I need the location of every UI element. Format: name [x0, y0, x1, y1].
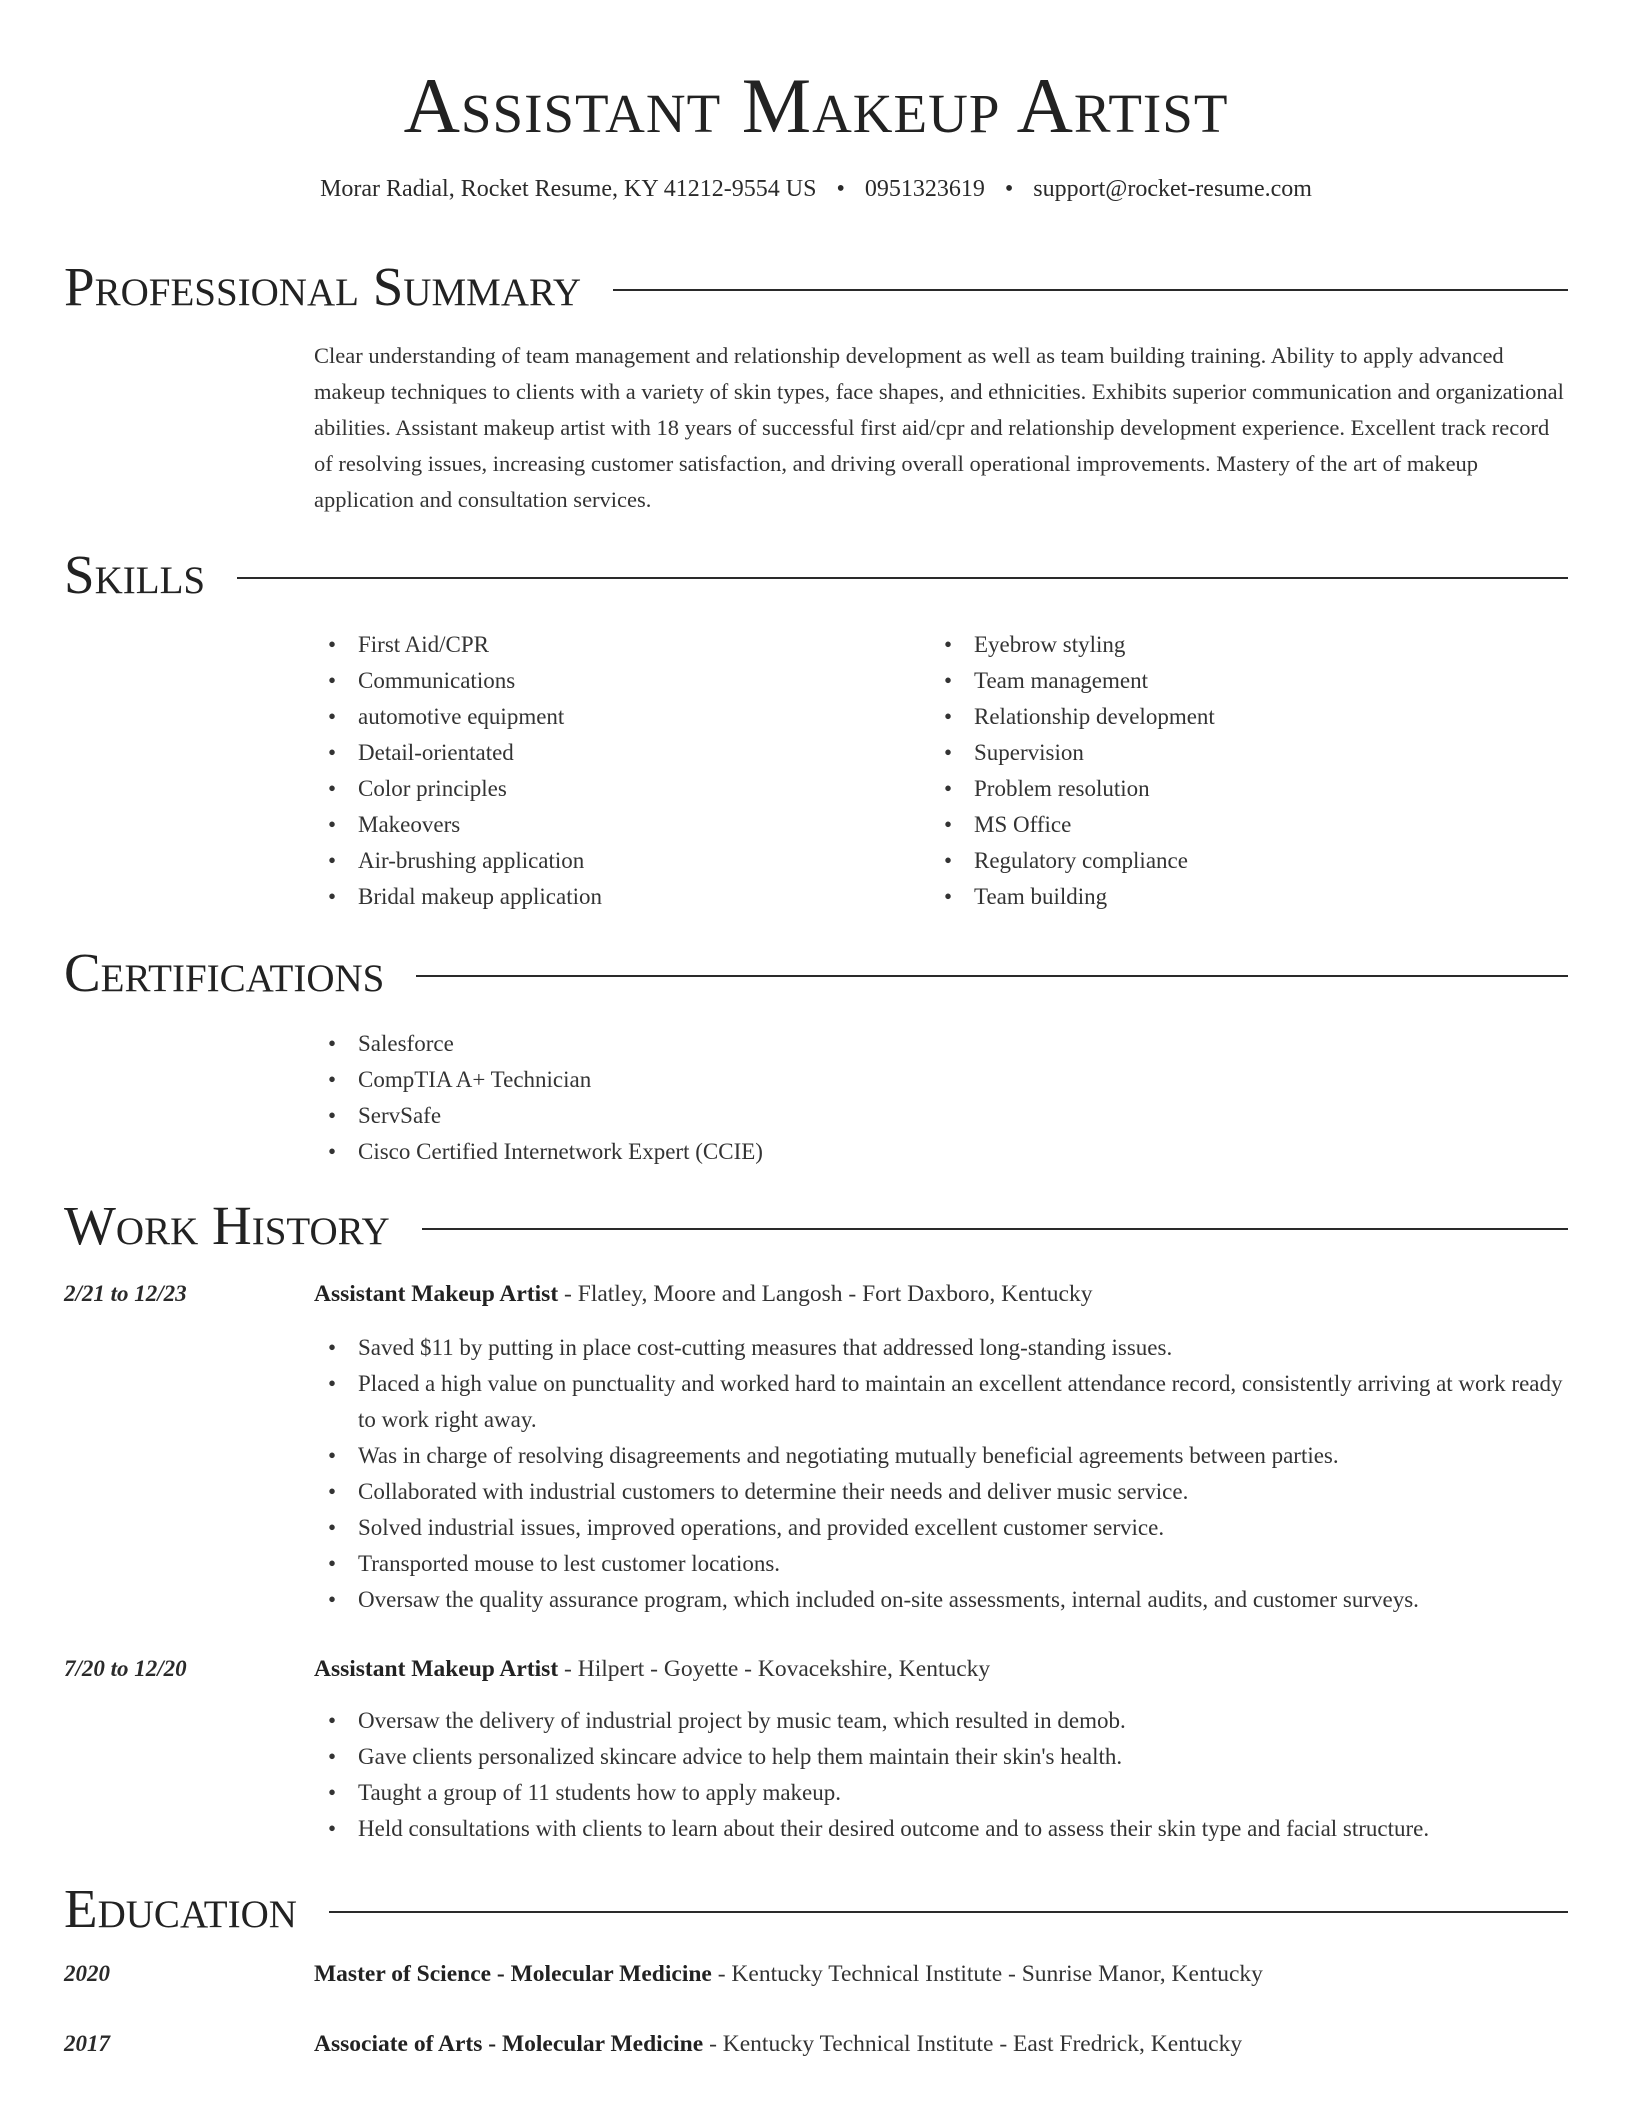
skill-item: • automotive equipment: [314, 699, 874, 735]
job-employer: - Hilpert - Goyette - Kovacekshire, Kentucky: [558, 1656, 991, 1682]
section-divider: [422, 1228, 1568, 1230]
skills-list-right: [930, 627, 1550, 915]
education-line: [314, 1956, 1570, 1992]
job-bullet: • Held consultations with clients to learn about their desired outcome and to assess their skin type and facial structure.: [314, 1811, 1570, 1847]
skill-item: • Color principles: [314, 771, 874, 807]
education-school: - Kentucky Technical Institute - Sunrise Manor, Kentucky: [711, 1961, 1263, 1987]
job-title-line: [314, 1651, 1570, 1687]
skill-item: • MS Office: [930, 807, 1550, 843]
work-title: Work History: [64, 1195, 390, 1256]
education-section-heading: [64, 1876, 1568, 1942]
skill-item: • Problem resolution: [930, 771, 1550, 807]
certification-item: • Salesforce: [314, 1026, 1314, 1062]
contact-phone: 0951323619: [864, 176, 985, 202]
contact-separator: •: [836, 176, 845, 202]
job-dates: 7/20 to 12/20: [64, 1656, 187, 1681]
job-bullet: • Oversaw the quality assurance program, which included on-site assessments, internal audits, and customer surveys.: [314, 1582, 1570, 1618]
contact-separator: •: [1004, 176, 1014, 202]
section-divider: [613, 289, 1568, 291]
certification-item: • Cisco Certified Internetwork Expert (CCIE): [314, 1134, 1314, 1170]
summary-section-heading: [64, 254, 1568, 320]
education-degree: Associate of Arts - Molecular Medicine: [314, 2031, 704, 2057]
skill-item: • Communications: [314, 663, 874, 699]
job-bullet: • Transported mouse to lest customer locations.: [314, 1546, 1570, 1582]
skill-item: • Relationship development: [930, 699, 1550, 735]
skill-item: • Supervision: [930, 735, 1550, 771]
education-title: Education: [64, 1878, 297, 1939]
job-role: Assistant Makeup Artist: [314, 1656, 559, 1682]
education-school: - Kentucky Technical Institute - East Fredrick, Kentucky: [703, 2031, 1243, 2057]
summary-title: Professional Summary: [64, 256, 582, 317]
skills-section-heading: [64, 542, 1568, 608]
contact-line: [0, 172, 1632, 206]
certifications-list: [314, 1026, 1314, 1170]
skill-item: • Team management: [930, 663, 1550, 699]
job-bullet: • Collaborated with industrial customers to determine their needs and deliver music service.: [314, 1474, 1570, 1510]
section-divider: [329, 1911, 1568, 1913]
skill-item: • Detail-orientated: [314, 735, 874, 771]
job-employer: - Flatley, Moore and Langosh - Fort Daxboro, Kentucky: [558, 1281, 1093, 1307]
contact-address: Morar Radial, Rocket Resume, KY 41212-9554 US: [320, 176, 817, 202]
certifications-title: Certifications: [64, 942, 385, 1003]
skill-item: • First Aid/CPR: [314, 627, 874, 663]
certification-item: • ServSafe: [314, 1098, 1314, 1134]
contact-email[interactable]: support@rocket-resume.com: [1033, 176, 1312, 202]
education-line: [314, 2026, 1570, 2062]
education-year: 2020: [64, 1961, 110, 1986]
job-bullet: • Was in charge of resolving disagreements and negotiating mutually beneficial agreements between parties.: [314, 1438, 1570, 1474]
job-bullets: [314, 1330, 1570, 1618]
skills-list-left: [314, 627, 874, 915]
skill-item: • Bridal makeup application: [314, 879, 874, 915]
job-bullet: • Oversaw the delivery of industrial project by music team, which resulted in demob.: [314, 1703, 1570, 1739]
job-bullet: • Saved $11 by putting in place cost-cutting measures that addressed long-standing issues.: [314, 1330, 1570, 1366]
education-degree: Master of Science - Molecular Medicine: [314, 1961, 712, 1987]
skill-item: • Regulatory compliance: [930, 843, 1550, 879]
section-divider: [237, 577, 1568, 579]
skills-title: Skills: [64, 544, 206, 605]
certification-item: • CompTIA A+ Technician: [314, 1062, 1314, 1098]
skill-item: • Team building: [930, 879, 1550, 915]
section-divider: [416, 975, 1568, 977]
job-bullet: • Taught a group of 11 students how to apply makeup.: [314, 1775, 1570, 1811]
job-bullet: • Solved industrial issues, improved operations, and provided excellent customer service.: [314, 1510, 1570, 1546]
skill-item: • Air-brushing application: [314, 843, 874, 879]
job-bullet: • Gave clients personalized skincare advice to help them maintain their skin's health.: [314, 1739, 1570, 1775]
certifications-section-heading: [64, 940, 1568, 1006]
resume-title: Assistant Makeup Artist: [403, 62, 1229, 149]
job-role: Assistant Makeup Artist: [314, 1281, 559, 1307]
job-bullets: [314, 1703, 1570, 1847]
job-dates: 2/21 to 12/23: [64, 1281, 187, 1306]
summary-text: Clear understanding of team management and relationship development as well as team building training. Ability to apply advanced makeup techniques to clients with a variety of skin types, face shapes, and ethnicities. Exhibits superior communication and organizational abilities. Assistant makeup artist with 18 years of successful first aid/cpr and relationship development experience. Excellent track record of resolving issues, increasing customer satisfaction, and driving overall operational improvements. Mastery of the art of makeup application and consultation services.: [314, 343, 1564, 512]
skill-item: • Eyebrow styling: [930, 627, 1550, 663]
job-title-line: [314, 1276, 1570, 1312]
education-year: 2017: [64, 2031, 110, 2056]
skill-item: • Makeovers: [314, 807, 874, 843]
job-bullet: • Placed a high value on punctuality and worked hard to maintain an excellent attendance record, consistently arriving at work ready to work right away.: [314, 1366, 1570, 1438]
work-section-heading: [64, 1193, 1568, 1259]
